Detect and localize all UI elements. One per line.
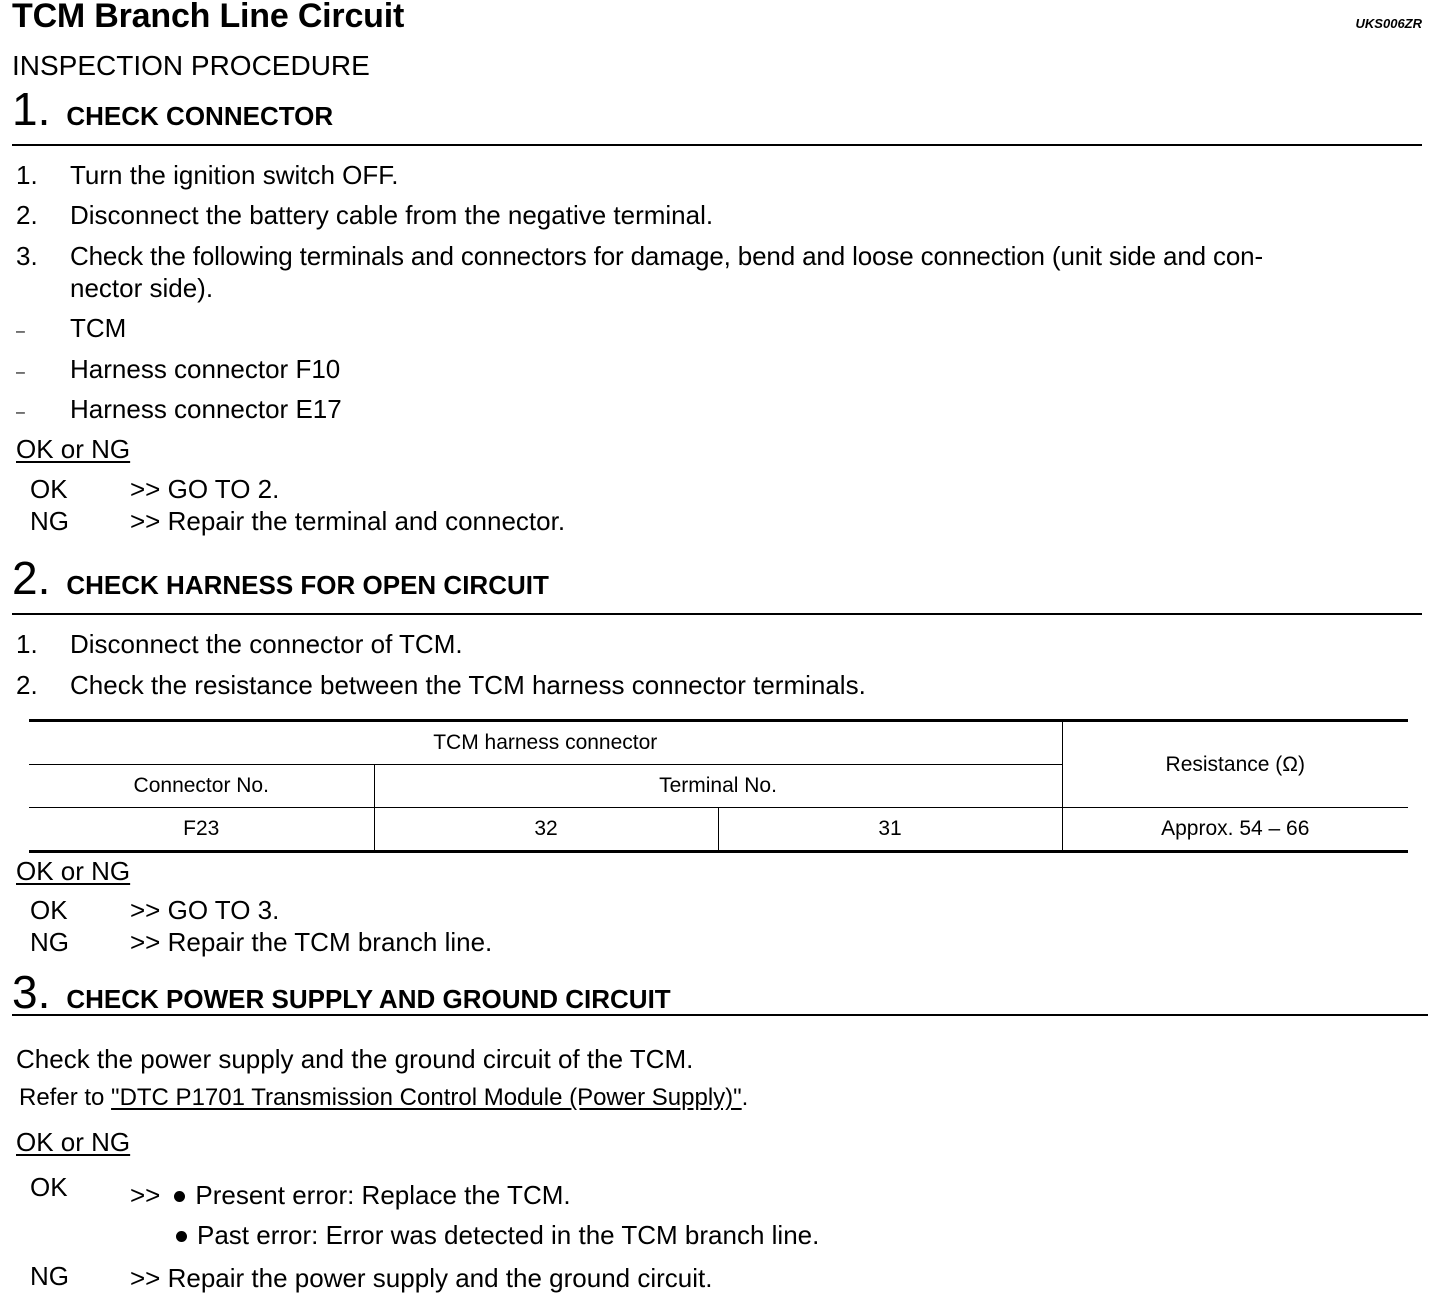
list-marker: 1. — [16, 629, 38, 659]
page-title: TCM Branch Line Circuit — [12, 0, 405, 35]
reference-link[interactable]: "DTC P1701 Transmission Control Module (Power Supply)" — [111, 1084, 742, 1111]
resistance-table — [29, 719, 1408, 853]
reference-line — [19, 1084, 748, 1112]
table-group-header: TCM harness connector — [29, 721, 1062, 765]
step-title: CHECK HARNESS FOR OPEN CIRCUIT — [66, 570, 549, 600]
list-text: Check the following terminals and connectors for damage, bend and loose connection (unit side and con- — [70, 241, 1263, 271]
ok-or-ng-title: OK or NG — [16, 1127, 131, 1157]
result-bullet-text: Present error: Replace the TCM. — [195, 1180, 571, 1210]
table-cell-connector: F23 — [29, 808, 374, 852]
result-text: >> Repair the power supply and the ground circuit. — [130, 1263, 713, 1293]
result-row — [0, 927, 1440, 959]
result-row — [0, 506, 1440, 538]
result-label: NG — [30, 506, 69, 536]
bullet-icon — [176, 1231, 187, 1242]
result-label: NG — [30, 1261, 69, 1291]
dash-marker: – — [16, 404, 25, 421]
result-row — [162, 1220, 819, 1251]
reference-suffix: . — [741, 1084, 749, 1111]
section-subtitle: INSPECTION PROCEDURE — [12, 50, 370, 81]
dash-marker: – — [16, 323, 25, 340]
step-number: 1. — [12, 83, 51, 135]
body-text: Check the power supply and the ground circuit of the TCM. — [16, 1044, 694, 1074]
list-text: Harness connector F10 — [70, 354, 341, 384]
reference-prefix: Refer to — [19, 1084, 112, 1111]
step-number: 2. — [12, 552, 51, 604]
divider — [12, 144, 1422, 146]
list-marker: 1. — [16, 160, 38, 190]
result-text: >> Repair the TCM branch line. — [130, 927, 493, 957]
bullet-icon — [174, 1191, 185, 1202]
result-label: OK — [30, 895, 68, 925]
table-cell-terminal-a: 32 — [374, 808, 718, 852]
result-row — [130, 1180, 571, 1211]
list-text: TCM — [70, 313, 127, 343]
result-row — [0, 895, 1440, 927]
result-row — [0, 474, 1440, 506]
dash-marker: – — [16, 364, 25, 381]
result-prefix: >> — [130, 1180, 161, 1210]
table-cell-terminal-b: 31 — [718, 808, 1062, 852]
table-header-row — [29, 721, 1408, 765]
table-header-connector: Connector No. — [29, 765, 374, 808]
result-text: >> GO TO 3. — [130, 895, 280, 925]
table-header-terminal: Terminal No. — [374, 765, 1062, 808]
document-id: UKS006ZR — [1355, 16, 1422, 31]
list-marker: 3. — [16, 241, 38, 271]
table-cell-resistance: Approx. 54 – 66 — [1062, 808, 1408, 852]
result-label: OK — [30, 474, 68, 504]
table-row — [29, 808, 1408, 852]
result-text: >> Repair the terminal and connector. — [130, 506, 566, 536]
step-title: CHECK POWER SUPPLY AND GROUND CIRCUIT — [66, 984, 671, 1014]
list-marker: 2. — [16, 670, 38, 700]
step-1-heading — [12, 83, 334, 135]
list-text: nector side). — [70, 273, 214, 303]
step-3-heading — [12, 966, 671, 1018]
ok-or-ng-title: OK or NG — [16, 434, 131, 464]
list-text: Check the resistance between the TCM harness connector terminals. — [70, 670, 866, 700]
list-text: Turn the ignition switch OFF. — [70, 160, 399, 190]
list-text: Disconnect the connector of TCM. — [70, 629, 463, 659]
list-text: Disconnect the battery cable from the negative terminal. — [70, 200, 714, 230]
list-text: Harness connector E17 — [70, 394, 342, 424]
result-bullet-text: Past error: Error was detected in the TCM branch line. — [197, 1220, 820, 1250]
divider — [12, 1014, 1428, 1016]
divider — [12, 613, 1422, 615]
ok-or-ng-title: OK or NG — [16, 856, 131, 886]
step-2-heading — [12, 552, 549, 604]
result-label: NG — [30, 927, 69, 957]
step-number: 3. — [12, 966, 51, 1018]
table-header-resistance: Resistance (Ω) — [1062, 721, 1408, 808]
result-text: >> GO TO 2. — [130, 474, 280, 504]
step-title: CHECK CONNECTOR — [66, 101, 334, 131]
list-marker: 2. — [16, 200, 38, 230]
result-label: OK — [30, 1172, 68, 1202]
